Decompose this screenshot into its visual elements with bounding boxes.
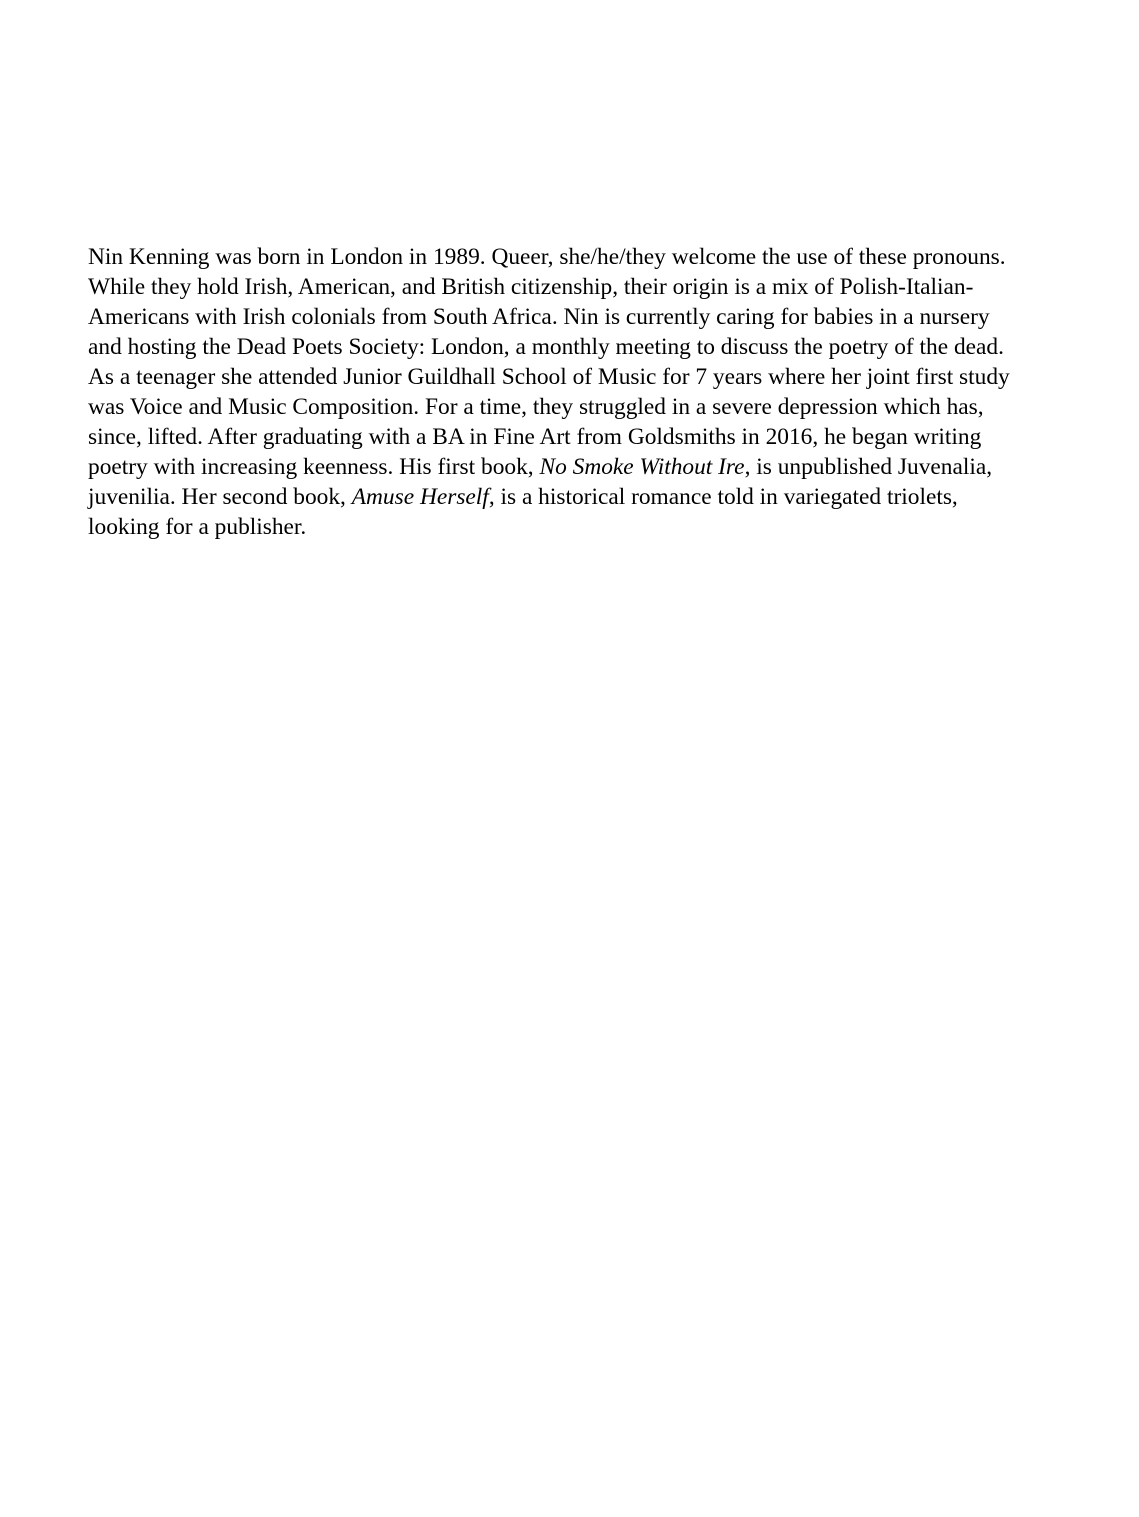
author-bio-paragraph: [88, 242, 1048, 542]
second-book-title: Amuse Herself: [351, 484, 489, 510]
bio-line-8: [88, 452, 1048, 482]
bio-line-6: was Voice and Music Composition. For a time, they struggled in a severe depression which has,: [88, 394, 984, 420]
bio-line-9-lead: juvenilia. Her second book,: [88, 484, 352, 510]
bio-line-9-tail: , is a historical romance told in variegated triolets,: [488, 484, 958, 510]
bio-line-7: since, lifted. After graduating with a BA in Fine Art from Goldsmiths in 2016, he began writing: [88, 424, 982, 450]
bio-line-1: Nin Kenning was born in London in 1989. Queer, she/he/they welcome the use of these pronouns.: [88, 244, 1006, 270]
bio-line-3: Americans with Irish colonials from South Africa. Nin is currently caring for babies in a nursery: [88, 304, 990, 330]
bio-line-4: and hosting the Dead Poets Society: London, a monthly meeting to discuss the poetry of the dead.: [88, 334, 1004, 360]
bio-line-10: looking for a publisher.: [88, 514, 307, 540]
bio-line-8-lead: poetry with increasing keenness. His first book,: [88, 454, 540, 480]
first-book-title: No Smoke Without Ire: [539, 454, 745, 480]
bio-line-9: [88, 482, 1048, 512]
bio-line-5: As a teenager she attended Junior Guildhall School of Music for 7 years where her joint first study: [88, 364, 1010, 390]
bio-line-8-tail: , is unpublished Juvenalia,: [744, 454, 993, 480]
bio-line-2: While they hold Irish, American, and British citizenship, their origin is a mix of Polish-Italian-: [88, 274, 974, 300]
